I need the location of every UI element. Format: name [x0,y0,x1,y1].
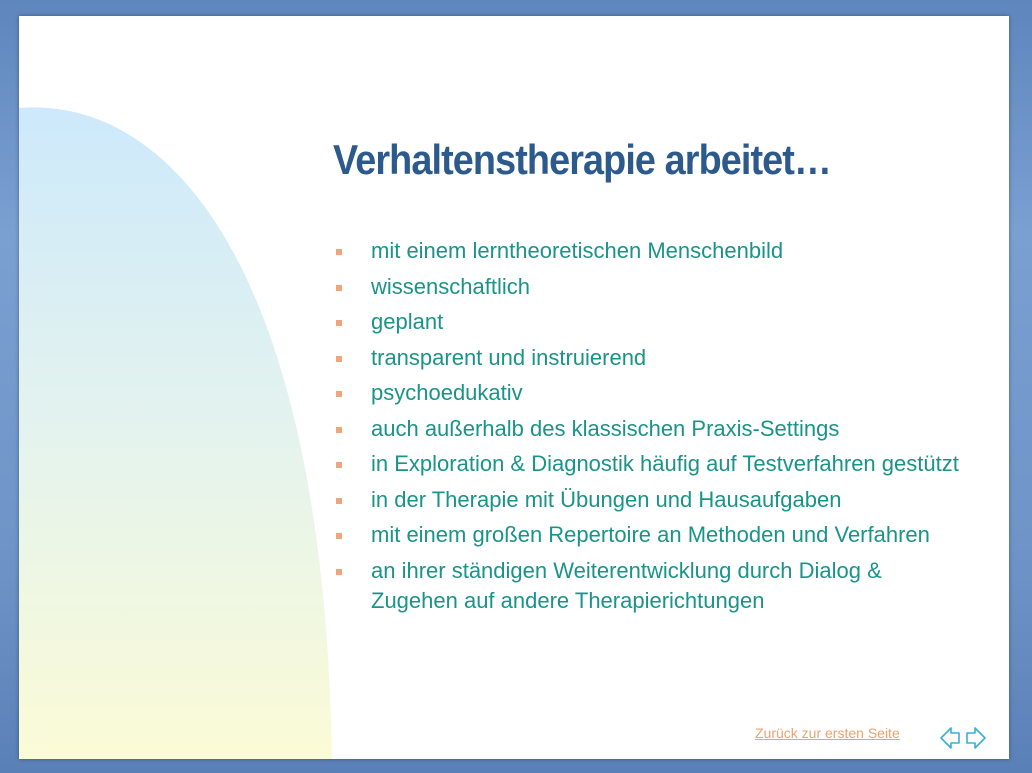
list-item [333,556,963,616]
bullet-square-icon [336,285,342,291]
bullet-square-icon [336,533,342,539]
slide-title: Verhaltenstherapie arbeitet… [333,136,831,183]
bullet-square-icon [336,569,342,575]
bullet-square-icon [336,498,342,504]
bullet-list [333,236,963,621]
bullet-text: transparent und instruierend [371,344,647,370]
bullet-square-icon [336,320,342,326]
bullet-square-icon [336,462,342,468]
bullet-text: wissenschaftlich [371,273,530,299]
bullet-text: an ihrer ständigen Weiterentwicklung durch Dialog & Zugehen auf andere Therapierichtungen [371,557,882,613]
back-to-first-page-link[interactable]: Zurück zur ersten Seite [755,725,900,741]
bullet-text: psychoedukativ [371,380,523,405]
slide [19,16,1009,759]
bullet-square-icon [336,391,342,397]
bullet-square-icon [336,427,342,433]
list-item [333,343,963,373]
bullet-text: in Exploration & Diagnostik häufig auf Testverfahren gestützt [371,451,959,476]
bullet-square-icon [336,356,342,362]
bullet-text: in der Therapie mit Übungen und Hausaufgaben [371,486,842,512]
list-item [333,485,963,515]
list-item [333,520,963,550]
list-item [333,414,963,444]
bullet-text: auch außerhalb des klassischen Praxis-Settings [371,415,840,441]
bullet-square-icon [336,249,342,255]
list-item [333,272,963,302]
bullet-text: mit einem lerntheoretischen Menschenbild [371,238,784,263]
list-item [333,378,963,408]
bullet-text: geplant [371,309,444,334]
list-item [333,307,963,337]
bullet-text: mit einem großen Repertoire an Methoden und Verfahren [371,522,930,547]
list-item [333,236,963,266]
list-item [333,449,963,479]
left-right-arrows-icon[interactable] [939,724,987,752]
